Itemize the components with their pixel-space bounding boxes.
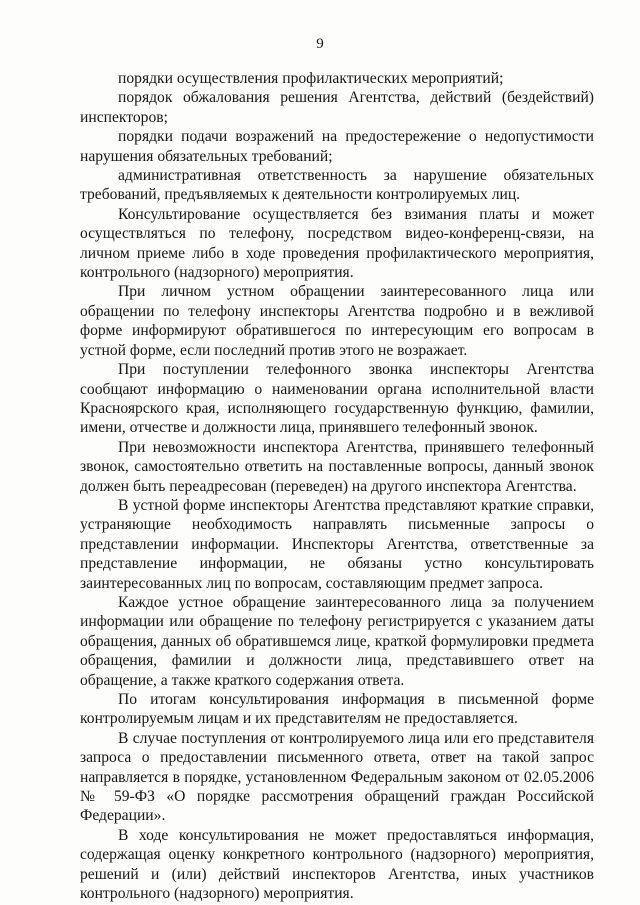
paragraph-registration: Каждое устное обращение заинтересованного лица за получением информации или обращение по телефону регистрируется с указанием даты обращения, данных об обратившемся лице, краткой формулировки предмета обращения, фамилии и должности лица, представившего ответ на обращение, а также краткого содержания ответа. — [80, 593, 594, 689]
paragraph-call-redirect: При невозможности инспектора Агентства, принявшего телефонный звонок, самостоятельно ответить на поставленные вопросы, данный звонок должен быть переадресован (переведен) на другого инспектора Агентства. — [80, 438, 594, 495]
paragraph-restrictions: В ходе консультирования не может предоставляться информация, содержащая оценку конкретного контрольного (надзорного) мероприятия, решений и (или) действий инспекторов Агентства, иных участников контрольного (надзорного) мероприятия. — [80, 826, 594, 903]
paragraph-appeal-procedure: порядок обжалования решения Агентства, действий (бездействий) инспекторов; — [80, 89, 594, 126]
paragraph-personal-appeal: При личном устном обращении заинтересованного лица или обращении по телефону инспекторы Агентства подробно и в вежливой форме информируют обратившегося по интересующим его вопросам в устной форме, если последний против этого не возражает. — [80, 283, 594, 359]
paragraph-administrative-liability: административная ответственность за нарушение обязательных требований, предъявляемых к деятельности контролируемых лиц. — [80, 167, 594, 204]
paragraph-phone-call: При поступлении телефонного звонка инспекторы Агентства сообщают информацию о наименовании органа исполнительной власти Красноярского края, исполняющего государственную функцию, фамилии, имени, отчестве и должности лица, принявшего телефонный звонок. — [80, 361, 594, 437]
paragraph-written-info: По итогам консультирования информация в письменной форме контролируемым лицам и их представителям не предоставляется. — [80, 691, 594, 728]
paragraph-oral-form: В устной форме инспекторы Агентства представляют краткие справки, устраняющие необходимость направлять письменные запросы о представлении информации. Инспекторы Агентства, ответственные за представление информации, не обязаны устно консультировать заинтересованных лиц по вопросам, составляющим предмет запроса. — [80, 496, 594, 592]
document-body — [80, 69, 594, 903]
paragraph-prevention-procedures: порядки осуществления профилактических мероприятий; — [118, 70, 504, 87]
paragraph-written-request: В случае поступления от контролируемого лица или его представителя запроса о предоставлении письменного ответа, ответ на такой запрос направляется в порядке, установленном Федеральным законом от 02.05.2006 № 59-ФЗ «О порядке рассмотрения обращений граждан Российской Федерации». — [80, 729, 594, 825]
page-number: 9 — [316, 36, 324, 52]
paragraph-consulting-methods: Консультирование осуществляется без взимания платы и может осуществляться по телефону, посредством видео-конференц-связи, на личном приеме либо в ходе проведения профилактического мероприятия, контрольного (надзорного) мероприятия. — [80, 205, 594, 282]
paragraph-objections-procedure: порядки подачи возражений на предостережение о недопустимости нарушения обязательных требований; — [80, 128, 594, 165]
